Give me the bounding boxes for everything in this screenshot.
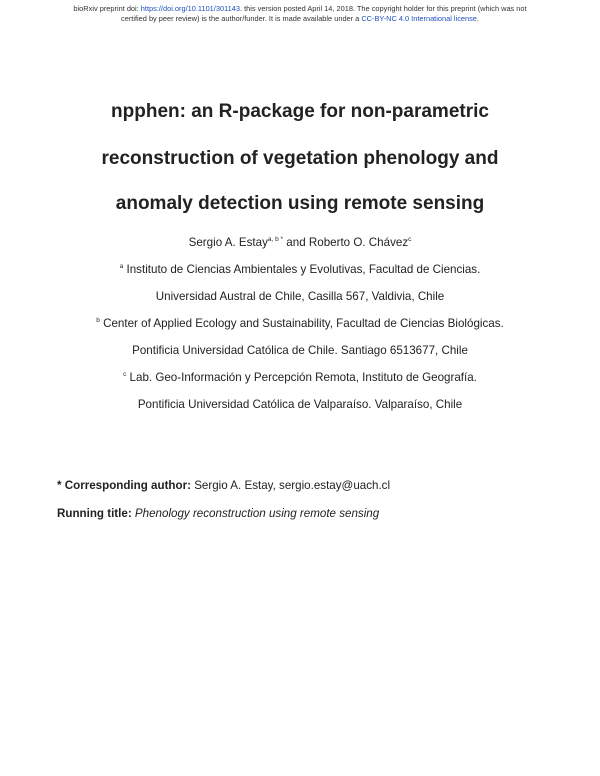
affiliation-b: $^b$ Center of Applied Ecology and Sustainability, Facultad de Ciencias Biológicas.: [96, 317, 504, 330]
preprint-header: [0, 4, 600, 23]
title-line-1: npphen: an R-package for non-parametric: [111, 101, 489, 122]
author-line: Sergio A. Estay$^{a, b *}$ and Roberto O. Chávez$^c$: [188, 236, 412, 249]
running-title: Running title: Phenology reconstruction using remote sensing: [57, 507, 380, 520]
author-2: Roberto O. Chávez: [308, 236, 409, 249]
doi-link[interactable]: https://doi.org/10.1101/301143: [140, 4, 240, 13]
title-line-2: reconstruction of vegetation phenology and: [101, 148, 499, 169]
header-line-2: certified by peer review) is the author/funder. It is made available under a CC-BY-NC 4.0 International license.: [121, 13, 479, 23]
author-1-affil: a, b *: [267, 236, 284, 243]
affiliation-c-line-2: Pontificia Universidad Católica de Valparaíso. Valparaíso, Chile: [137, 398, 463, 411]
title-line-3: anomaly detection using remote sensing: [115, 193, 485, 214]
affiliation-b-line-2: Pontificia Universidad Católica de Chile. Santiago 6513677, Chile: [132, 344, 468, 357]
affiliation-a-line-2: Universidad Austral de Chile, Casilla 567, Valdivia, Chile: [155, 290, 445, 303]
header-line-1: bioRxiv preprint doi: https://doi.org/10.1101/301143. this version posted April 14, 2018. The copyright holder for this preprint (which was not: [73, 4, 527, 13]
affiliation-c: $^c$ Lab. Geo-Información y Percepción Remota, Instituto de Geografía.: [123, 371, 477, 384]
author-1: Sergio A. Estay: [188, 236, 268, 249]
corresponding-author: * Corresponding author: Sergio A. Estay, sergio.estay@uach.cl: [57, 479, 391, 492]
license-link[interactable]: CC-BY-NC 4.0 International license: [361, 13, 477, 23]
affiliation-a: $^a$ Instituto de Ciencias Ambientales y Evolutivas, Facultad de Ciencias.: [119, 263, 481, 276]
author-2-affil: c: [408, 236, 412, 243]
